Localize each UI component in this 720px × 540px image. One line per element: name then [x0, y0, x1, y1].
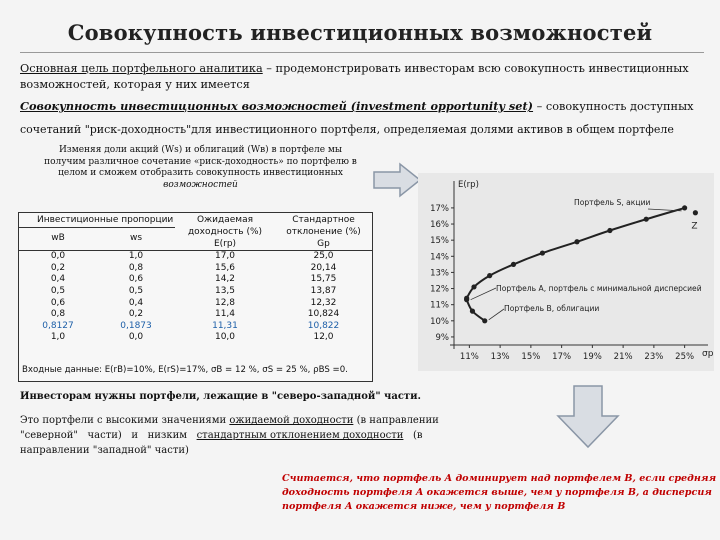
explanation	[20, 413, 440, 458]
curve-point	[644, 217, 649, 222]
small-note-line-1: Изменяя доли акций (Ws) и облигаций (Wв) в портфеле мы	[58, 145, 343, 155]
title-divider	[20, 52, 704, 53]
small-note	[28, 145, 373, 191]
portfolio-table	[19, 215, 372, 344]
definition-term: Совокупность инвестиционных возможностей (investment opportunity set)	[20, 99, 534, 113]
y-tick-label: 14%	[430, 252, 449, 263]
x-tick-label: 19%	[582, 352, 602, 362]
annotation-a-leader	[471, 288, 496, 300]
portfolio-table-box	[18, 212, 373, 382]
y-tick-label: 16%	[430, 220, 449, 231]
table-cell-highlight: 0,8127	[42, 320, 74, 331]
explanation-underline-1: ожидаемой доходности	[229, 415, 354, 426]
explanation-part-1: Это портфели с высокими значениями	[20, 415, 230, 426]
y-tick-label: 12%	[430, 284, 449, 295]
table-cell: 0,6	[128, 274, 144, 285]
curve-point	[511, 262, 516, 267]
x-tick-label: 15%	[521, 352, 541, 362]
y-tick-label: 15%	[430, 236, 449, 247]
table-cell: 12,32	[310, 297, 337, 308]
intro-paragraph	[20, 61, 710, 93]
table-cell-highlight: 0,1873	[120, 320, 152, 331]
table-cell: 1,0	[128, 251, 144, 262]
group-header: Инвестиционные пропорции	[19, 215, 175, 227]
table-cell: 14,2	[214, 274, 236, 285]
point-z-label: Z	[691, 221, 698, 232]
table-cell: 0,0	[50, 251, 66, 262]
x-tick-label: 25%	[675, 352, 695, 362]
curve-point	[482, 318, 487, 323]
header-er-2: доходность (%)	[187, 227, 263, 238]
small-note-line-3: целом и сможем отобразить совокупность инвестиционных	[58, 168, 343, 178]
explanation-part-2: (в направлении	[353, 415, 439, 426]
north-west-statement: Инвесторам нужны портфели, лежащие в "северо-западной" части.	[20, 391, 421, 402]
table-cell: 0,8	[50, 309, 66, 320]
definition-rest: – совокупность доступных	[533, 100, 694, 113]
table-cell: 0,6	[50, 297, 66, 308]
conclusion-line-3: портфеля A окажется ниже, чем у портфеля B	[282, 501, 566, 512]
table-cell: 0,8	[128, 262, 144, 273]
table-cell: 0,5	[50, 286, 66, 297]
table-cell-highlight: 10,822	[307, 320, 340, 331]
x-tick-label: 13%	[490, 352, 510, 362]
table-cell: 15,6	[214, 262, 236, 273]
definition-line-2: сочетаний "риск-доходность"для инвестиционного портфеля, определяемая долями активов в общем портфеле	[20, 123, 674, 136]
curve-point	[682, 205, 687, 210]
table-cell: 12,0	[313, 332, 334, 343]
arrow-right-icon	[372, 162, 422, 198]
annotation-s: Портфель S, акции	[574, 198, 651, 207]
arrow-down-icon	[555, 384, 621, 450]
table-cell: 17,0	[214, 251, 236, 262]
table-cell: 0,4	[128, 297, 144, 308]
annotation-a: Портфель А, портфель с минимальной дисперсией	[496, 284, 702, 293]
table-cell: 13,5	[214, 286, 236, 297]
table-cell: 15,75	[310, 274, 337, 285]
opportunity-set-chart	[418, 173, 714, 371]
x-tick-label: 21%	[613, 352, 633, 362]
header-er-3: E(rp)	[213, 238, 237, 249]
table-cell: 12,8	[214, 297, 236, 308]
small-note-line-2: получим различное сочетание «риск-доходность» по портфелю в	[44, 156, 357, 167]
y-tick-label: 11%	[430, 300, 449, 311]
table-cell: 11,4	[214, 309, 236, 320]
table-cell: 10,824	[307, 309, 340, 320]
chart-svg	[418, 173, 714, 371]
table-cell-highlight: 11,31	[212, 320, 238, 331]
table-cell: 10,0	[214, 332, 236, 343]
table-cell: 25,0	[313, 251, 334, 262]
table-cell: 0,0	[128, 332, 144, 343]
y-axis-label: E(rp)	[458, 180, 479, 190]
small-note-line-4: возможностей	[163, 179, 238, 190]
curve-point	[540, 250, 545, 255]
intro-rest: – продемонстрировать инвесторам всю совокупность инвестиционных возможностей, которая у них имеется	[20, 62, 689, 91]
header-sd-3: Gp	[317, 238, 330, 249]
curve-point	[487, 273, 492, 278]
y-tick-label: 17%	[430, 203, 449, 214]
explanation-line2-a: "северной" части) и низким	[20, 430, 197, 441]
header-sd-2: отклонение (%)	[286, 227, 361, 238]
table-cell: 0,4	[50, 274, 66, 285]
y-tick-label: 10%	[430, 316, 449, 327]
conclusion-line-2: доходность портфеля A окажется выше, чем у портфеля B, а дисперсия	[282, 487, 712, 498]
page-title: Совокупность инвестиционных возможностей	[67, 20, 653, 45]
x-tick-label: 11%	[459, 352, 479, 362]
explanation-underline-2: стандартным отклонением доходности	[196, 430, 404, 441]
table-cell: 20,14	[310, 262, 337, 273]
conclusion-line-1: Считается, что портфель A доминирует над портфелем B, если средняя	[282, 473, 717, 484]
x-tick-label: 23%	[644, 352, 664, 362]
table-cell: 13,87	[310, 286, 337, 297]
x-tick-label: 17%	[552, 352, 572, 362]
header-sd-1: Стандартное	[292, 215, 355, 226]
explanation-line2-b: (в	[403, 430, 423, 441]
header-ws: ws	[129, 233, 143, 244]
input-data: Входные данные: E(rB)=10%, E(rS)=17%, σB = 12 %, σS = 25 %, ρBS =0.	[22, 365, 348, 375]
header-wb: wB	[51, 233, 65, 244]
y-tick-label: 9%	[435, 332, 449, 343]
curve-point	[470, 309, 475, 314]
point-z	[693, 210, 698, 215]
annotation-b-leader	[489, 309, 504, 320]
table-cell: 1,0	[50, 332, 66, 343]
conclusion	[282, 472, 717, 514]
x-axis-label: σp	[702, 349, 714, 359]
curve-point	[471, 284, 476, 289]
annotation-b: Портфель В, облигации	[504, 304, 600, 313]
curve-point	[574, 239, 579, 244]
table-cell: 0,5	[128, 286, 144, 297]
y-tick-label: 13%	[430, 268, 449, 279]
explanation-line-3: направлении "западной" части)	[20, 445, 189, 456]
header-er-1: Ожидаемая	[196, 215, 254, 226]
intro-underlined: Основная цель портфельного аналитика	[20, 62, 263, 75]
definition-line-1	[20, 98, 710, 115]
curve-point	[607, 228, 612, 233]
table-cell: 0,2	[128, 309, 144, 320]
table-cell: 0,2	[50, 262, 66, 273]
curve-point	[464, 296, 469, 301]
